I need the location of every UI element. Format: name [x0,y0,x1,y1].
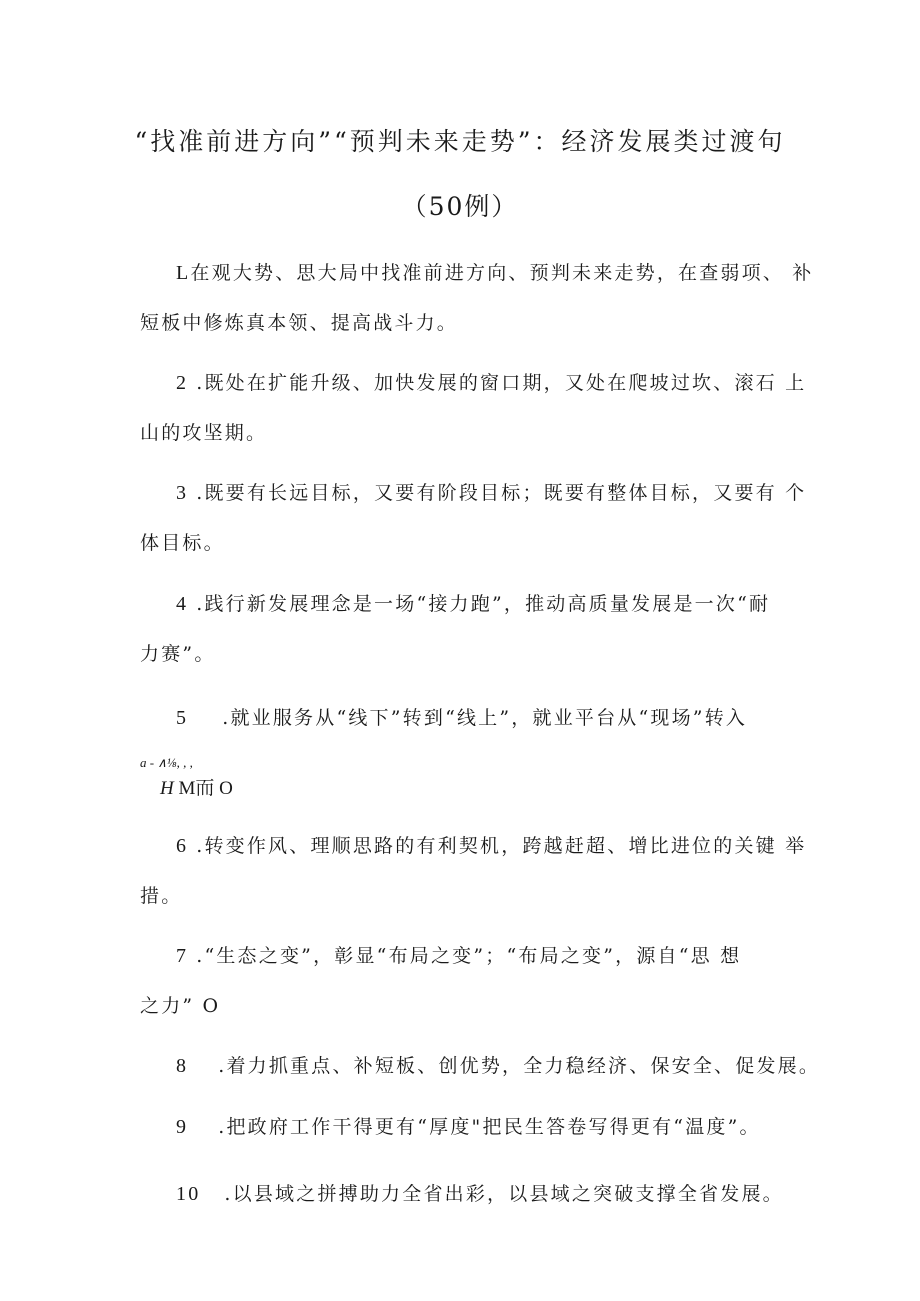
item-6-line-2: 措。 [140,885,183,907]
item-1-number: L [176,262,191,284]
item-1-line-2: 短板中修炼真本领、提高战斗力。 [140,312,459,334]
item-4-number: 4 [176,593,189,615]
item-3-line-1: 3 .既要有长远目标，又要有阶段目标；既要有整体目标，又要有 个 [176,482,807,504]
item-10-number: 10 [176,1183,201,1205]
item-5-line-1: 5 .就业服务从“线下”转到“线上”，就业平台从“现场”转入 [176,707,748,729]
item-8-line-1: 8 .着力抓重点、补短板、创优势，全力稳经济、保安全、促发展。 [176,1055,821,1077]
item-9-number: 9 [176,1116,189,1138]
item-7-line-1: 7 .“生态之变”，彰显“布局之变”；“布局之变”，源自“思 想 [176,945,742,967]
item-6-line-1: 6 .转变作风、理顺思路的有利契机，跨越赶超、增比进位的关键 举 [176,835,807,857]
item-5-number: 5 [176,707,189,729]
item-6-number: 6 [176,835,189,857]
item-4-line-1: 4 .践行新发展理念是一场“接力跑”，推动高质量发展是一次“耐 [176,593,771,615]
item-1-line-1: L在观大势、思大局中找准前进方向、预判未来走势，在查弱项、 补 [176,262,814,284]
item-2-line-2: 山的攻坚期。 [140,422,268,444]
item-8-number: 8 [176,1055,189,1077]
item-7-line-2: 之力” O [140,995,221,1017]
item-4-line-2: 力赛”。 [140,643,216,665]
item-2-number: 2 [176,372,189,394]
document-title: “找准前进方向”“预判未来走势”：经济发展类过渡句 [134,127,786,156]
item-2-line-1: 2 .既处在扩能升级、加快发展的窗口期，又处在爬坡过坎、滚石 上 [176,372,807,394]
item-5-ocr-fragment-2: H M而 O [160,778,233,799]
item-10-line-1: 10 .以县域之拼搏助力全省出彩，以县域之突破支撑全省发展。 [176,1183,784,1205]
document-subtitle: （50例） [401,192,519,221]
item-9-line-1: 9 .把政府工作干得更有“厚度"把民生答卷写得更有“温度”。 [176,1116,761,1138]
item-3-line-2: 体目标。 [140,532,225,554]
item-7-number: 7 [176,945,189,967]
item-3-number: 3 [176,482,189,504]
item-5-ocr-fragment: a - ∧⅛, , , [140,755,193,770]
